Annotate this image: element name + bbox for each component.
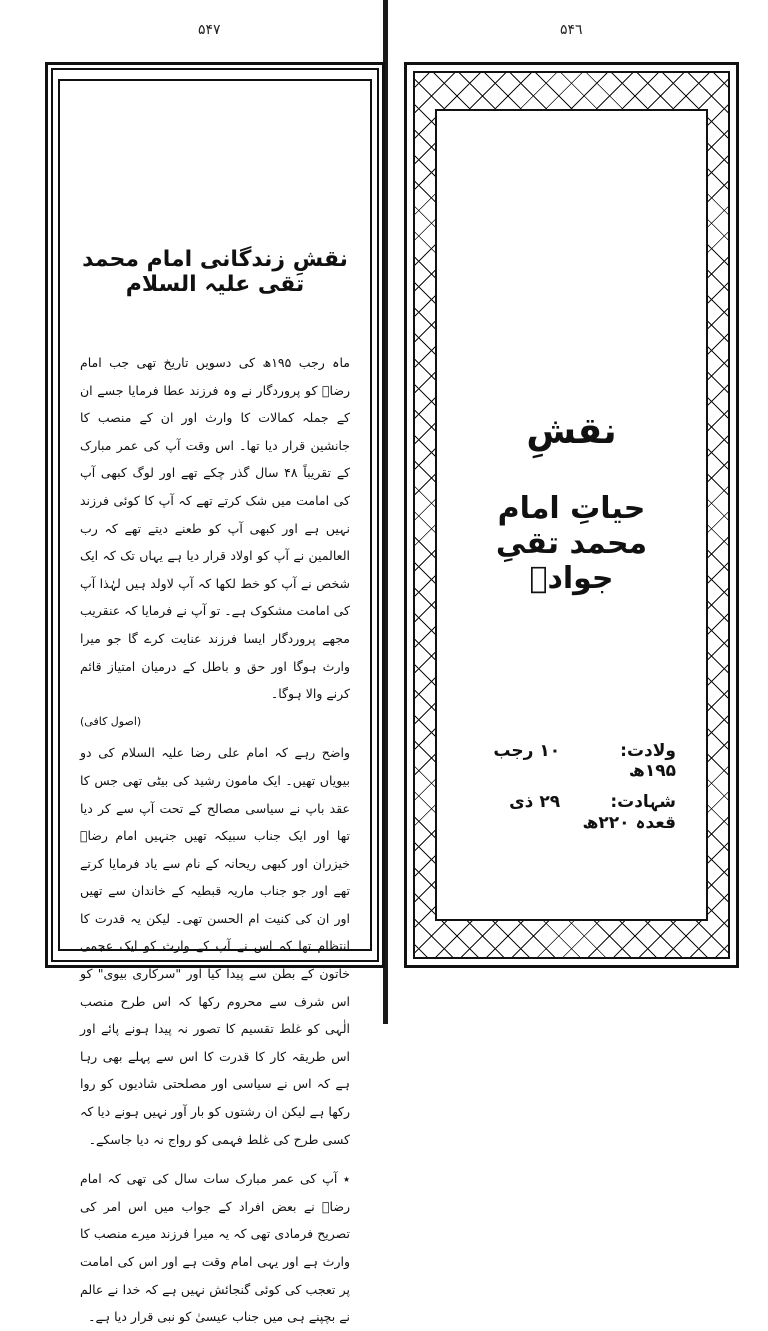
martyrdom-date-row <box>467 791 676 833</box>
left-page-frame <box>45 62 385 1325</box>
right-title-line2: حیاتِ امام محمد تقیِ جوادؑ <box>495 491 648 596</box>
paragraph-designation: ٭ آپ کی عمر مبارک سات سال کی تھی کہ امام رضاؑ نے بعض افراد کے جواب میں اس امر کی تصریح فرمادی تھی کہ یہ میرا فرزند میرے منصب کا وارث ہے اور یہی امام وقت ہے اور اس کی امامت پر تعجب کی کوئی گنجائش نہیں ہے کہ خدا نے عالم نے بچپنے ہی میں جناب عیسیٰ کو نبی قرار دیا ہے۔ <box>80 1171 350 1325</box>
left-page-content <box>58 79 372 1325</box>
birth-value: ۱۰ رجب ۱۹۵ھ <box>493 741 676 781</box>
right-page-frame <box>404 62 739 968</box>
page-number-right: ۵۴٦ <box>560 22 583 38</box>
ornamental-border <box>413 71 730 959</box>
martyrdom-value: ۲۹ ذی قعدہ ۲۲۰ھ <box>509 792 676 833</box>
paragraph-mother: واضح رہے کہ امام علی رضا علیہ السلام کی دو بیویاں تھیں۔ ایک مامون رشید کی بیٹی تھی جس کا عقد باپ نے سیاسی مصالح کے تحت آپ سے کر دیا تھا اور ایک جناب سبیکہ تھیں جنہیں امام رضاؑ خیزران اور کبھی ریحانہ کے نام سے یاد فرمایا کرتے تھے اور جو جناب ماریہ قبطیہ کے خاندان سے تھیں اور ان کی کنیت ام الحسن تھی۔ لیکن یہ قدرت کا انتظام تھا کہ اس نے آپ کے وارث کو ایک عجمی خاتون کے بطن سے پیدا کیا اور "سرکاری بیوی" کو اس شرف سے محروم رکھا کہ اس طرح منصب الٰہی کو غلط تقسیم کا تصور نہ پیدا ہونے پائے اور اس طریقہ کار کا قدرت کا اس سے پہلے بھی رہا ہے کہ اس نے سیاسی اور مصلحتی شادیوں کو روا رکھا ہے لیکن ان رشتوں کو بار آور نہیں ہونے دیا کہ کسی طرح کی غلط فہمی کو رواج نہ دیا جاسکے۔ <box>80 745 350 1147</box>
right-title-line1: نقشِ <box>526 411 617 452</box>
left-page-title: نقشِ زندگانی امام محمد تقی علیہ السلام <box>82 247 348 297</box>
citation: (اصول کافی) <box>80 714 142 728</box>
paragraph-birth: ماہ رجب ۱۹۵ھ کی دسویں تاریخ تھی جب امام رضاؑ کو پروردگار نے وہ فرزند عطا فرمایا جسے ان کے جملہ کمالات کا وارث اور ان کے منصب کا جانشین قرار دیا تھا۔ اس وقت آپ کی عمر مبارک کے تقریباً ۴۸ سال گذر چکے تھے اور لوگ کبھی آپ کی امامت میں شک کرتے تھے کہ آپ کا کوئی فرزند نہیں ہے اور کبھی آپ کو طعنے دیتے تھے کہ رب العالمین نے آپ کو اولاد قرار دیا ہے یہاں تک کہ ایک شخص نے آپ کو خط لکھا کہ آپ لاولد ہیں لہٰذا آپ کی امامت مشکوک ہے۔ تو آپ نے فرمایا کہ عنقریب مجھے پروردگار ایسا فرزند عنایت کرے گا جو میرا وارث ہوگا اور حق و باطل کے درمیان امتیاز قائم کرنے والا ہوگا۔ <box>80 355 350 702</box>
martyrdom-label: شہادت: <box>610 792 676 812</box>
birth-label: ولادت: <box>620 741 676 761</box>
right-page-content <box>435 109 708 921</box>
page-number-left: ۵۴۷ <box>198 22 221 38</box>
birth-date-row <box>467 741 676 781</box>
left-page-body <box>80 349 350 1331</box>
